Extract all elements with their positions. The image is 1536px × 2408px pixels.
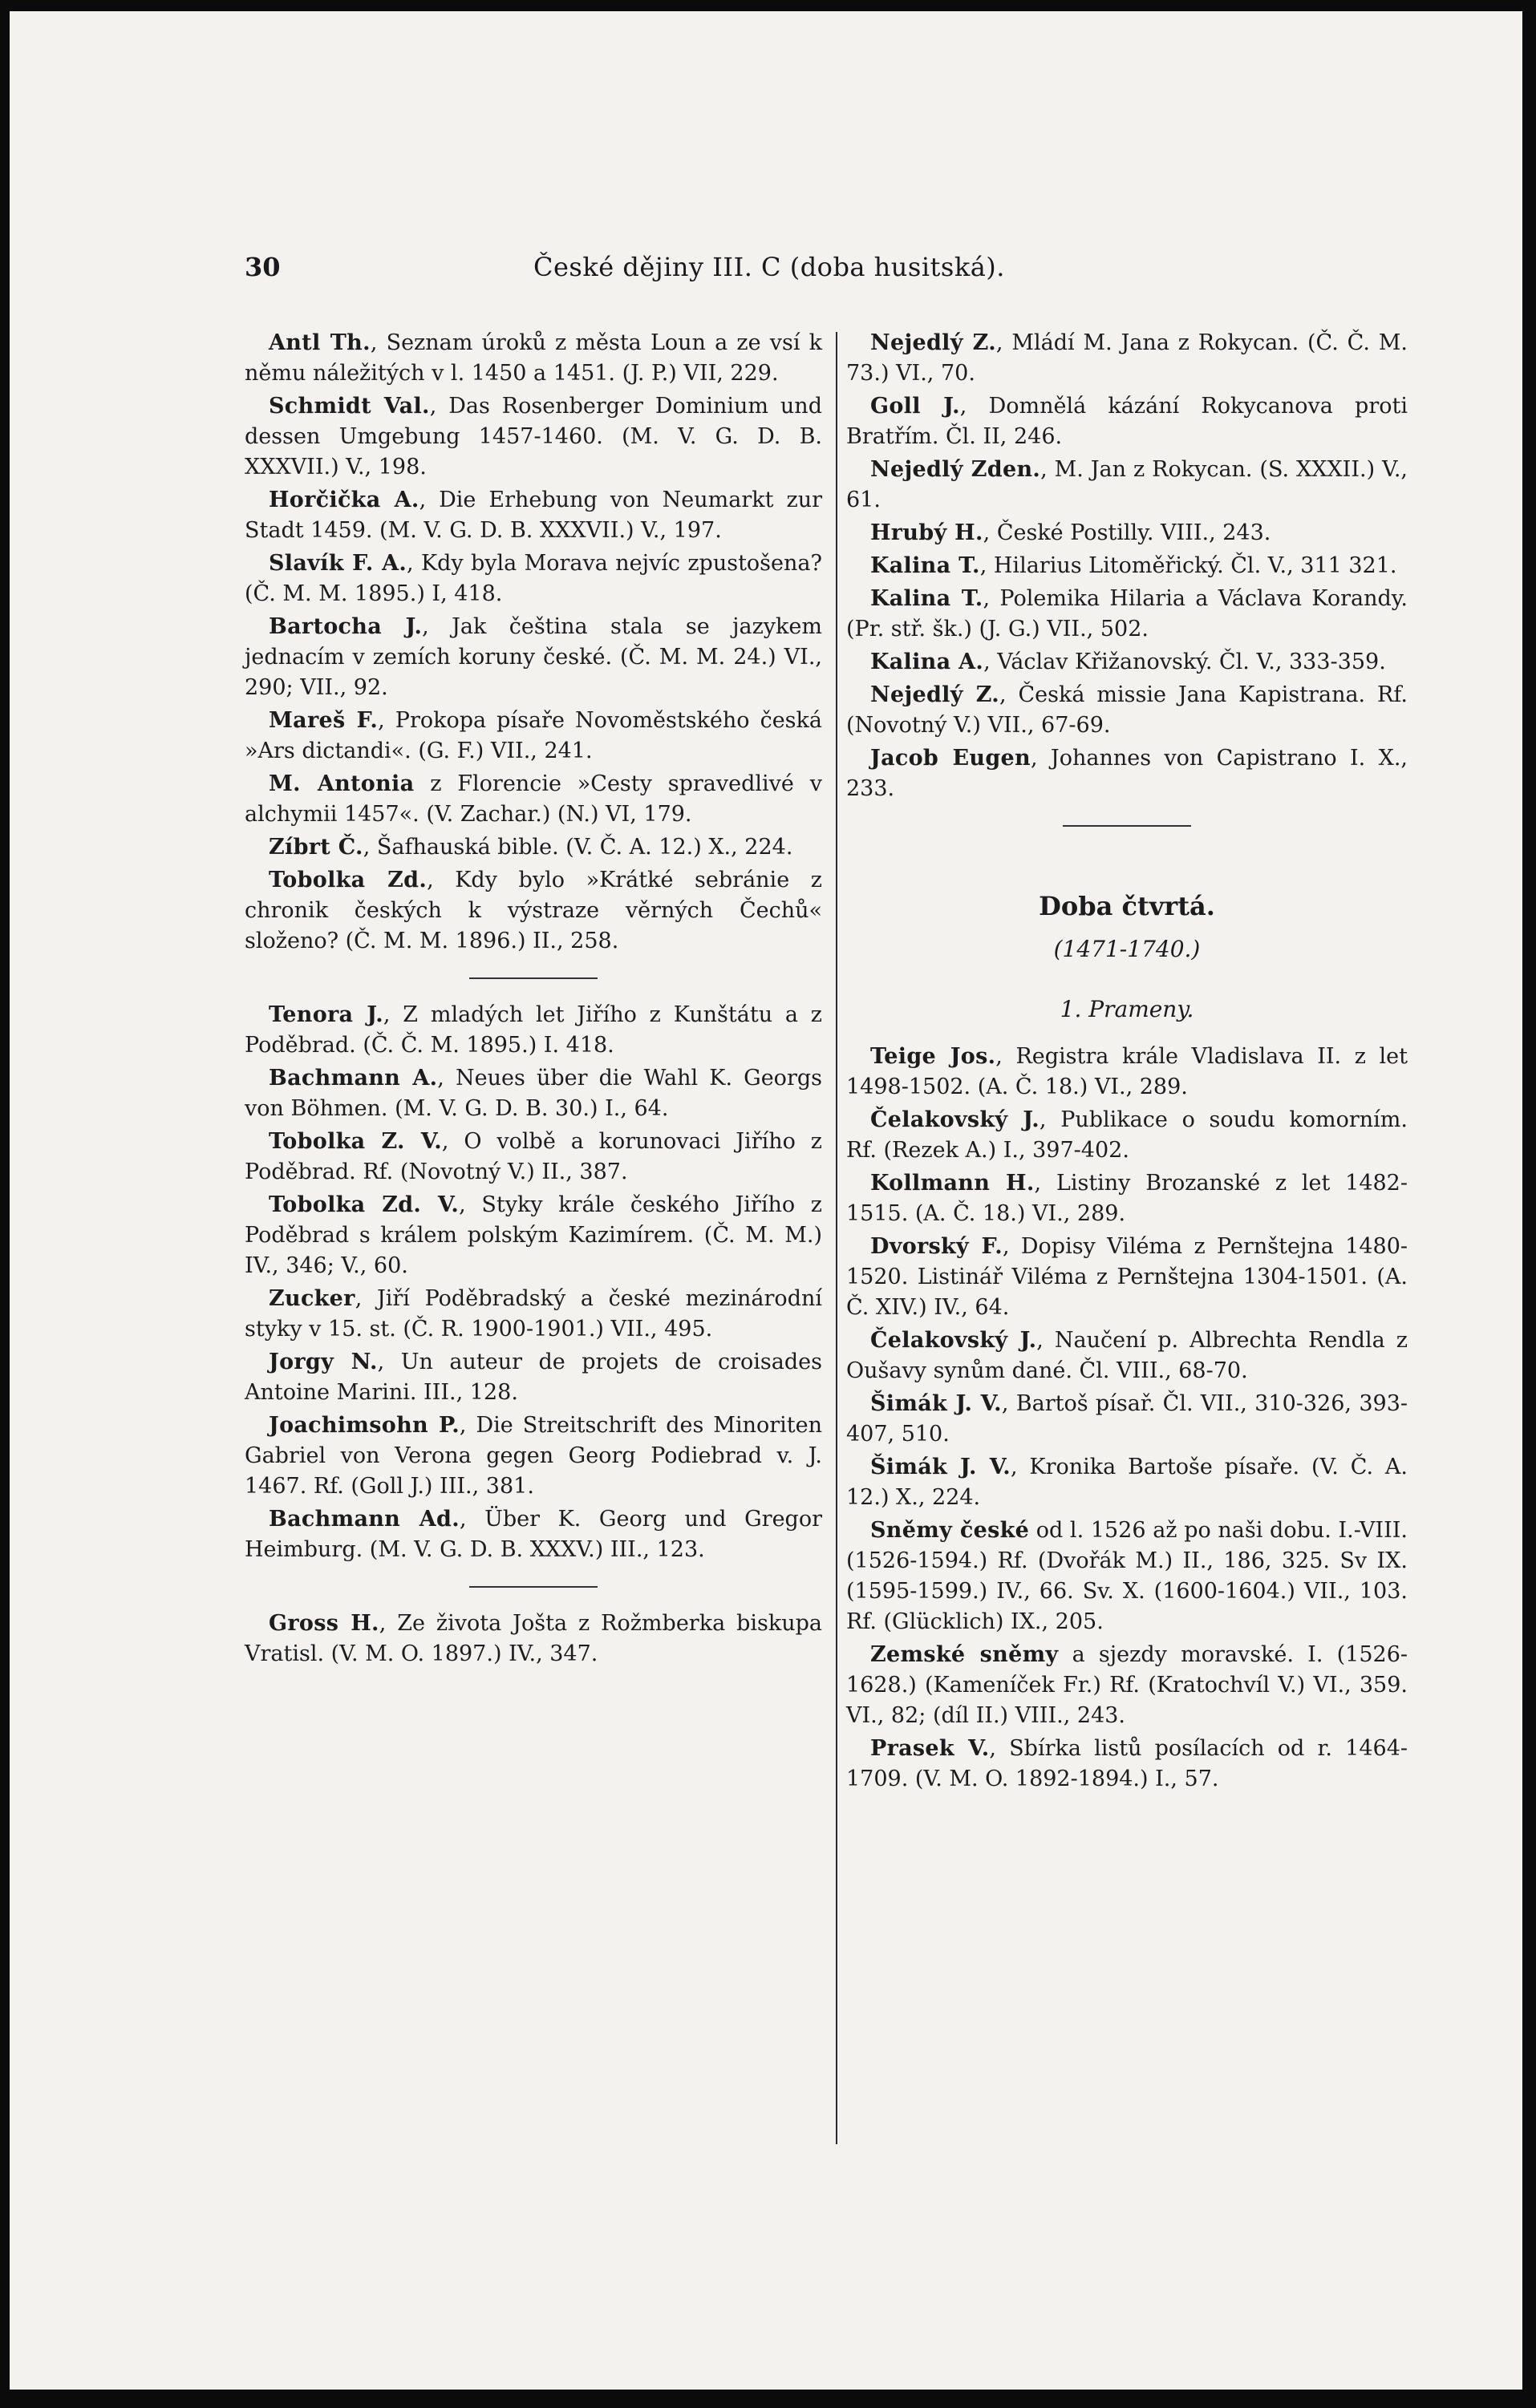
entry-text: , Listiny Brozanské z let 1482-1515. (A. Č. 18.) VI., 289. <box>846 1171 1408 1226</box>
entry-author: Jorgy N. <box>269 1350 378 1374</box>
entry-text: , Z mladých let Jiřího z Kunštátu a z Poděbrad. (Č. Č. M. 1895.) I. 418. <box>245 1002 822 1058</box>
bibliography-entry <box>846 1452 1408 1513</box>
entry-text: , Kdy bylo »Krátké sebránie z chronik českých k výstraze věrných Čechů« složeno? (Č. M. M. 1896.) II., 258. <box>245 868 822 953</box>
entry-text: , Mládí M. Jana z Rokycan. (Č. Č. M. 73.) VI., 70. <box>846 330 1408 386</box>
bibliography-entry <box>846 680 1408 741</box>
bibliography-entry <box>245 1609 822 1669</box>
bibliography-entry <box>245 1347 822 1408</box>
entry-text: , Un auteur de projets de croisades Antoine Marini. III., 128. <box>245 1350 822 1405</box>
entry-author: Čelakovský J. <box>870 1107 1040 1132</box>
entry-author: Nejedlý Z. <box>870 682 999 707</box>
left-group-3 <box>245 1609 822 1669</box>
entry-author: Šimák J. V. <box>870 1455 1011 1479</box>
section-dates: (1471-1740.) <box>1053 936 1201 962</box>
entry-author: Schmidt Val. <box>269 394 430 419</box>
running-title: České dějiny III. C (doba husitská). <box>533 252 1005 282</box>
entry-text: , Johannes von Capistrano I. X., 233. <box>846 746 1408 801</box>
bibliography-entry <box>846 743 1408 804</box>
bibliography-entry <box>245 485 822 546</box>
bibliography-entry <box>846 1640 1408 1731</box>
entry-author: Zucker <box>269 1286 355 1311</box>
entry-author: Hrubý H. <box>870 520 983 545</box>
separator-rule <box>469 977 598 979</box>
entry-text: z Florencie »Cesty spravedlivé v alchymii 1457«. (V. Zachar.) (N.) VI, 179. <box>245 771 822 827</box>
entry-author: Dvorský F. <box>870 1234 1003 1259</box>
entry-author: Tobolka Zd. V. <box>269 1192 460 1217</box>
entry-text: , Registra krále Vladislava II. z let 1498-1502. (A. Č. 18.) VI., 289. <box>846 1044 1408 1099</box>
bibliography-entry <box>846 551 1408 581</box>
entry-text: , Jiří Poděbradský a české mezinárodní styky v 15. st. (Č. R. 1900-1901.) VII., 495. <box>245 1286 822 1342</box>
entry-author: M. Antonia <box>269 771 415 796</box>
entry-author: Slavík F. A. <box>269 551 407 576</box>
left-group-2 <box>245 1000 822 1565</box>
right-group-1 <box>846 328 1408 804</box>
entry-author: Jacob Eugen <box>870 746 1031 771</box>
entry-author: Prasek V. <box>870 1736 990 1761</box>
bibliography-entry <box>245 328 822 389</box>
entry-text: , Naučení p. Albrechta Rendla z Oušavy synům dané. Čl. VIII., 68-70. <box>846 1328 1408 1383</box>
entry-text: , Hilarius Litoměřický. Čl. V., 311 321. <box>979 553 1397 578</box>
separator-rule <box>1063 825 1191 827</box>
entry-text: , M. Jan z Rokycan. (S. XXXII.) V., 61. <box>846 457 1408 512</box>
entry-author: Šimák J. V. <box>870 1391 1002 1416</box>
right-column <box>846 328 1408 1797</box>
bibliography-entry <box>245 391 822 483</box>
entry-text: , O volbě a korunovaci Jiřího z Poděbrad. Rf. (Novotný V.) II., 387. <box>245 1129 822 1184</box>
bibliography-entry <box>245 612 822 703</box>
entry-text: , Seznam úroků z města Loun a ze vsí k němu náležitých v l. 1450 a 1451. (J. P.) VII, 229. <box>245 330 822 386</box>
bibliography-entry <box>245 769 822 830</box>
bibliography-entry <box>846 647 1408 678</box>
entry-author: Goll J. <box>870 394 960 419</box>
subsection-title: 1. Prameny. <box>1060 996 1194 1022</box>
bibliography-entry <box>245 865 822 957</box>
bibliography-entry <box>846 455 1408 516</box>
entry-author: Bachmann Ad. <box>269 1507 460 1532</box>
entry-author: Kalina T. <box>870 553 980 578</box>
entry-author: Gross H. <box>269 1611 379 1636</box>
section-title: Doba čtvrtá. <box>1039 891 1215 921</box>
bibliography-entry <box>846 1168 1408 1229</box>
bibliography-entry <box>245 1504 822 1565</box>
entry-author: Kollmann H. <box>870 1171 1035 1196</box>
entry-author: Joachimsohn P. <box>269 1413 460 1438</box>
bibliography-entry <box>245 706 822 767</box>
bibliography-entry <box>245 832 822 863</box>
page-header <box>245 252 1195 287</box>
book-page <box>10 11 1522 2390</box>
entry-text: , Sbírka listů posílacích od r. 1464-1709. (V. M. O. 1892-1894.) I., 57. <box>846 1736 1408 1791</box>
bibliography-entry <box>846 1042 1408 1103</box>
left-group-1 <box>245 328 822 957</box>
bibliography-entry <box>846 1734 1408 1795</box>
entry-text: , Bartoš písař. Čl. VII., 310-326, 393-407, 510. <box>846 1391 1408 1447</box>
bibliography-entry <box>846 518 1408 548</box>
entry-author: Zemské sněmy <box>870 1642 1059 1667</box>
entry-text: , České Postilly. VIII., 243. <box>983 520 1271 545</box>
left-column <box>245 328 822 1672</box>
entry-text: , Ze života Jošta z Rožmberka biskupa Vratisl. (V. M. O. 1897.) IV., 347. <box>245 1611 822 1666</box>
entry-author: Nejedlý Zden. <box>870 457 1041 482</box>
entry-text: a sjezdy moravské. I. (1526-1628.) (Kameníček Fr.) Rf. (Kratochvíl V.) VI., 359. VI., 82; (díl II.) VIII., 243. <box>846 1642 1408 1728</box>
entry-author: Mareš F. <box>269 708 379 733</box>
bibliography-entry <box>245 1127 822 1188</box>
entry-text: , Kdy byla Morava nejvíc zpustošena? (Č. M. M. 1895.) I, 418. <box>245 551 822 606</box>
entry-text: , Die Streitschrift des Minoriten Gabriel von Verona gegen Georg Podiebrad v. J. 1467. Rf. (Goll J.) III., 381. <box>245 1413 822 1499</box>
bibliography-entry <box>245 1190 822 1281</box>
right-group-2 <box>846 1042 1408 1795</box>
entry-author: Sněmy české <box>870 1518 1030 1543</box>
entry-author: Antl Th. <box>269 330 371 355</box>
bibliography-entry <box>245 1410 822 1502</box>
entry-author: Bachmann A. <box>269 1066 438 1091</box>
entry-author: Bartocha J. <box>269 614 423 639</box>
bibliography-entry <box>245 1000 822 1061</box>
entry-text: , Šafhauská bible. (V. Č. A. 12.) X., 224. <box>363 835 793 860</box>
entry-text: , Prokopa písaře Novoměstského česká »Ars dictandi«. (G. F.) VII., 241. <box>245 708 822 763</box>
entry-text: , Styky krále českého Jiřího z Poděbrad s králem polským Kazimírem. (Č. M. M.) IV., 346; V., 60. <box>245 1192 823 1278</box>
entry-author: Nejedlý Z. <box>870 330 996 355</box>
entry-text: , Kronika Bartoše písaře. (V. Č. A. 12.) X., 224. <box>846 1455 1408 1510</box>
entry-text: , Die Erhebung von Neumarkt zur Stadt 1459. (M. V. G. D. B. XXXVII.) V., 197. <box>245 488 822 543</box>
bibliography-entry <box>245 1284 822 1345</box>
column-divider <box>836 332 837 2144</box>
entry-author: Horčička A. <box>269 488 419 512</box>
entry-author: Tobolka Zd. <box>269 868 428 892</box>
entry-text: , Publikace o soudu komorním. Rf. (Rezek A.) I., 397-402. <box>846 1107 1408 1163</box>
bibliography-entry <box>846 1516 1408 1637</box>
bibliography-entry <box>846 391 1408 452</box>
entry-text: , Neues über die Wahl K. Georgs von Böhmen. (M. V. G. D. B. 30.) I., 64. <box>245 1066 822 1121</box>
page-number: 30 <box>245 252 281 282</box>
entry-author: Teige Jos. <box>870 1044 996 1069</box>
entry-author: Zíbrt Č. <box>269 835 363 860</box>
separator-rule <box>469 1586 598 1588</box>
bibliography-entry <box>846 584 1408 645</box>
entry-author: Čelakovský J. <box>870 1328 1037 1353</box>
entry-author: Tobolka Z. V. <box>269 1129 442 1154</box>
entry-text: , Jak čeština stala se jazykem jednacím v zemích koruny české. (Č. M. M. 24.) VI., 290; VII., 92. <box>245 614 822 700</box>
entry-author: Tenora J. <box>269 1002 383 1027</box>
entry-text: , Polemika Hilaria a Václava Korandy. (Pr. stř. šk.) (J. G.) VII., 502. <box>846 586 1408 641</box>
bibliography-entry <box>846 328 1408 389</box>
entry-text: , Das Rosenberger Dominium und dessen Umgebung 1457-1460. (M. V. G. D. B. XXXVII.) V., 198. <box>245 394 822 480</box>
entry-text: , Česká missie Jana Kapistrana. Rf. (Novotný V.) VII., 67-69. <box>846 682 1408 738</box>
entry-text: , Über K. Georg und Gregor Heimburg. (M. V. G. D. B. XXXV.) III., 123. <box>245 1507 822 1562</box>
entry-text: od l. 1526 až po naši dobu. I.-VIII. (1526-1594.) Rf. (Dvořák M.) II., 186, 325. Sv IX. (1595-1599.) IV., 66. Sv. X. (1600-1604.) VII., 103. Rf. (Glücklich) IX., 205. <box>846 1518 1408 1634</box>
bibliography-entry <box>846 1389 1408 1450</box>
bibliography-entry <box>846 1232 1408 1323</box>
entry-author: Kalina A. <box>870 650 984 674</box>
bibliography-entry <box>245 548 822 609</box>
entry-text: , Dopisy Viléma z Pernštejna 1480-1520. Listinář Viléma z Pernštejna 1304-1501. (A. Č. XIV.) IV., 64. <box>846 1234 1408 1320</box>
entry-text: , Václav Křižanovský. Čl. V., 333-359. <box>983 650 1386 674</box>
entry-author: Kalina T. <box>870 586 983 611</box>
entry-text: , Domnělá kázání Rokycanova proti Bratřím. Čl. II, 246. <box>846 394 1408 449</box>
bibliography-entry <box>846 1105 1408 1166</box>
bibliography-entry <box>245 1063 822 1124</box>
bibliography-entry <box>846 1325 1408 1386</box>
